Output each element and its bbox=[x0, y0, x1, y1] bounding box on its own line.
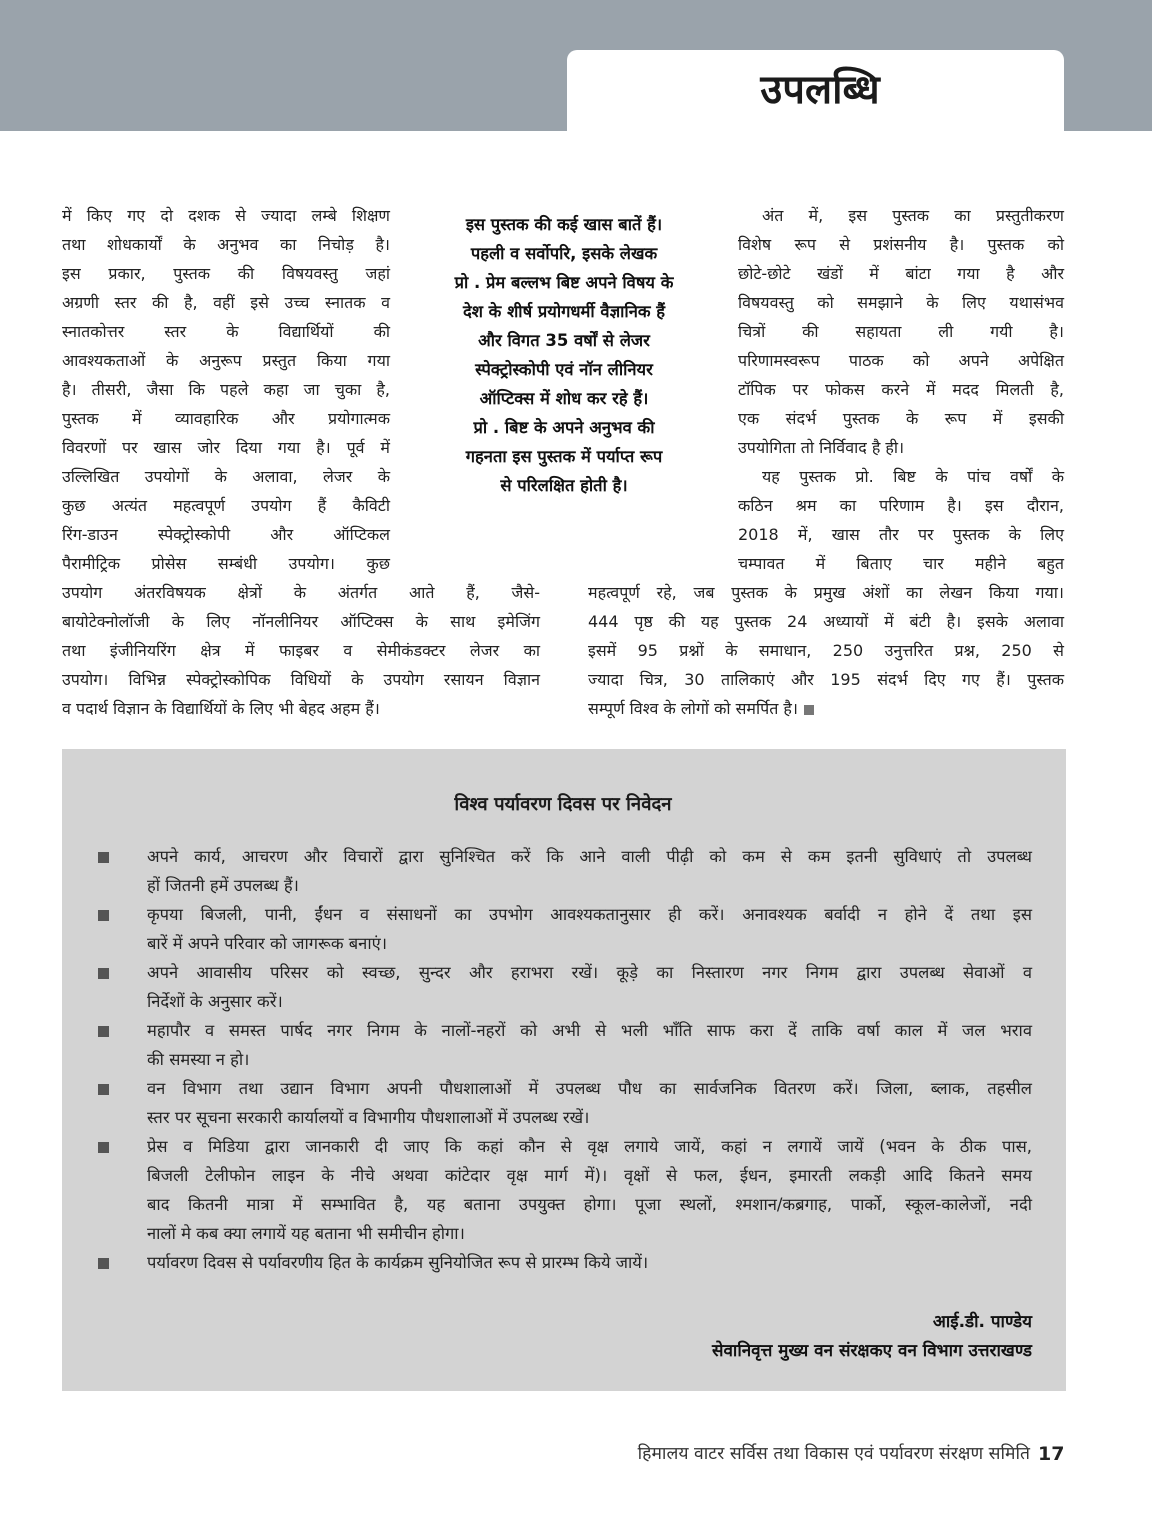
text-line: एक संदर्भ पुस्तक के रूप में इसकी bbox=[738, 409, 1064, 428]
bullet-square-icon bbox=[98, 852, 109, 863]
list-item-line: वन विभाग तथा उद्यान विभाग अपनी पौधशालाओं में उपलब्ध पौध का सार्वजनिक वितरण करें। जिला, ब्लाक, तहसील bbox=[147, 1079, 1032, 1098]
bullet-square-icon bbox=[98, 1026, 109, 1037]
pull-quote-line: प्रो . प्रेम बल्लभ बिष्ट अपने विषय के bbox=[454, 273, 674, 292]
text-line: इसमें 95 प्रश्नों के समाधान, 250 उनुत्तरित प्रश्न, 250 से bbox=[588, 641, 1064, 660]
bullet-square-icon bbox=[98, 910, 109, 921]
text-line: उल्लिखित उपयोगों के अलावा, लेजर के bbox=[62, 467, 390, 486]
text-line: रिंग-डाउन स्पेक्ट्रोस्कोपी और ऑप्टिकल bbox=[62, 525, 390, 544]
list-item-line: अपने आवासीय परिसर को स्वच्छ, सुन्दर और हराभरा रखें। कूड़े का निस्तारण नगर निगम द्वारा उपलब्ध सेवाओं व bbox=[147, 963, 1032, 982]
text-line: यह पुस्तक प्रो. बिष्ट के पांच वर्षों के bbox=[762, 467, 1064, 486]
text-line: तथा शोधकार्यों के अनुभव का निचोड़ है। bbox=[62, 235, 390, 254]
text-line: छोटे-छोटे खंडों में बांटा गया है और bbox=[738, 264, 1064, 283]
list-item-line: महापौर व समस्त पार्षद नगर निगम के नालों-नहरों को अभी से भली भाँति साफ करा दें ताकि वर्षा काल में जल भराव bbox=[147, 1021, 1032, 1040]
list-item-line: बाद कितनी मात्रा में सम्भावित है, यह बताना उपयुक्त होगा। पूजा स्थलों, श्मशान/कब्रगाह, पार्को, स्कूल-कालेजों, नदी bbox=[147, 1195, 1032, 1214]
text-line: व पदार्थ विज्ञान के विद्यार्थियों के लिए भी बेहद अहम हैं। bbox=[62, 699, 380, 718]
list-item-line: निर्देशों के अनुसार करें। bbox=[147, 992, 283, 1011]
text-line: चित्रों की सहायता ली गयी है। bbox=[738, 322, 1064, 341]
list-item-line: बिजली टेलीफोन लाइन के नीचे अथवा कांटेदार वृक्ष मार्ग में)। वृक्षों से फल, ईधन, इमारती लकड़ी आदि कितने समय bbox=[147, 1166, 1032, 1185]
text-line: कुछ अत्यंत महत्वपूर्ण उपयोग हैं कैविटी bbox=[62, 496, 390, 515]
list-item-line: अपने कार्य, आचरण और विचारों द्वारा सुनिश्चित करें कि आने वाली पीढ़ी को कम से कम इतनी सुविधाएं तो उपलब्ध bbox=[147, 847, 1032, 866]
pull-quote-line: और विगत 35 वर्षों से लेजर bbox=[478, 331, 650, 350]
text-line: इस प्रकार, पुस्तक की विषयवस्तु जहां bbox=[62, 264, 390, 283]
pull-quote-line: स्पेक्ट्रोस्कोपी एवं नॉन लीनियर bbox=[475, 360, 653, 379]
list-item-line: हों जितनी हमें उपलब्ध हैं। bbox=[147, 876, 299, 895]
text-line: उपयोगिता तो निर्विवाद है ही। bbox=[738, 438, 905, 457]
bullet-square-icon bbox=[98, 1084, 109, 1095]
text-line-content: सम्पूर्ण विश्व के लोगों को समर्पित है। bbox=[588, 699, 798, 718]
text-line: विवरणों पर खास जोर दिया गया है। पूर्व में bbox=[62, 438, 390, 457]
signature-title: सेवानिवृत्त मुख्य वन संरक्षकए वन विभाग उत्तराखण्ड bbox=[711, 1341, 1032, 1361]
text-line: विषयवस्तु को समझाने के लिए यथासंभव bbox=[738, 293, 1064, 312]
pull-quote-line: पहली व सर्वोपरि, इसके लेखक bbox=[470, 244, 658, 263]
pull-quote-line: गहनता इस पुस्तक में पर्याप्त रूप bbox=[465, 447, 663, 466]
text-line: ज्यादा चित्र, 30 तालिकाएं और 195 संदर्भ दिए गए हैं। पुस्तक bbox=[588, 670, 1064, 689]
text-line: महत्वपूर्ण रहे, जब पुस्तक के प्रमुख अंशों का लेखन किया गया। bbox=[588, 583, 1064, 602]
text-line: में किए गए दो दशक से ज्यादा लम्बे शिक्षण bbox=[62, 206, 390, 225]
list-item-line: नालों मे कब क्या लगायें यह बताना भी समीचीन होगा। bbox=[147, 1224, 465, 1243]
list-item-line: पर्यावरण दिवस से पर्यावरणीय हित के कार्यक्रम सुनियोजित रूप से प्रारम्भ किये जायें। bbox=[147, 1253, 649, 1272]
text-line: विशेष रूप से प्रशंसनीय है। पुस्तक को bbox=[738, 235, 1064, 254]
footer-organization: हिमालय वाटर सर्विस तथा विकास एवं पर्यावरण संरक्षण समिति bbox=[637, 1444, 1030, 1464]
list-item-line: बारें में अपने परिवार को जागरूक बनाएं। bbox=[147, 934, 387, 953]
bullet-square-icon bbox=[98, 968, 109, 979]
text-line: उपयोग। विभिन्न स्पेक्ट्रोस्कोपिक विधियों के उपयोग रसायन विज्ञान bbox=[62, 670, 540, 689]
end-mark-icon bbox=[804, 705, 814, 715]
text-line: पुस्तक में व्यावहारिक और प्रयोगात्मक bbox=[62, 409, 390, 428]
text-line: बायोटेक्नोलॉजी के लिए नॉनलीनियर ऑप्टिक्स के साथ इमेजिंग bbox=[62, 612, 540, 631]
text-line: आवश्यकताओं के अनुरूप प्रस्तुत किया गया bbox=[62, 351, 390, 370]
bullet-square-icon bbox=[98, 1258, 109, 1269]
text-line bbox=[588, 694, 1064, 723]
bullet-square-icon bbox=[98, 1142, 109, 1153]
list-item-line: कृपया बिजली, पानी, ईंधन व संसाधनों का उपभोग आवश्यकतानुसार ही करें। अनावश्यक बर्वादी न होने दें तथा इस bbox=[147, 905, 1032, 924]
text-line: अंत में, इस पुस्तक का प्रस्तुतीकरण bbox=[762, 206, 1064, 225]
pull-quote-line: प्रो . बिष्ट के अपने अनुभव की bbox=[473, 418, 655, 437]
pull-quote-line: से परिलक्षित होती है। bbox=[500, 476, 628, 495]
signature-name: आई.डी. पाण्डेय bbox=[932, 1312, 1032, 1332]
text-line: पैरामीट्रिक प्रोसेस सम्बंधी उपयोग। कुछ bbox=[62, 554, 390, 573]
pull-quote-line: इस पुस्तक की कई खास बातें हैं। bbox=[465, 215, 663, 234]
text-line: उपयोग अंतरविषयक क्षेत्रों के अंतर्गत आते हैं, जैसे- bbox=[62, 583, 540, 602]
text-line: तथा इंजीनियरिंग क्षेत्र में फाइबर व सेमीकंडक्टर लेजर का bbox=[62, 641, 540, 660]
text-line: परिणामस्वरूप पाठक को अपने अपेक्षित bbox=[738, 351, 1064, 370]
panel-title: विश्व पर्यावरण दिवस पर निवेदन bbox=[454, 794, 672, 815]
text-line: कठिन श्रम का परिणाम है। इस दौरान, bbox=[738, 496, 1064, 515]
text-line: चम्पावत में बिताए चार महीने बहुत bbox=[738, 554, 1064, 573]
list-item-line: प्रेस व मिडिया द्वारा जानकारी दी जाए कि कहां कौन से वृक्ष लगाये जायें, कहां न लगायें जायें (भवन के ठीक पास, bbox=[147, 1137, 1032, 1156]
page-number: 17 bbox=[1038, 1443, 1065, 1465]
text-line: 2018 में, खास तौर पर पुस्तक के लिए bbox=[738, 525, 1064, 544]
text-line: है। तीसरी, जैसा कि पहले कहा जा चुका है, bbox=[62, 380, 390, 399]
text-line: टॉपिक पर फोकस करने में मदद मिलती है, bbox=[738, 380, 1064, 399]
text-line: 444 पृष्ठ की यह पुस्तक 24 अध्यायों में बंटी है। इसके अलावा bbox=[588, 612, 1064, 631]
section-title: उपलब्धि bbox=[760, 67, 880, 113]
text-line: अग्रणी स्तर की है, वहीं इसे उच्च स्नातक व bbox=[62, 293, 390, 312]
pull-quote-line: देश के शीर्ष प्रयोगधर्मी वैज्ञानिक हैं bbox=[462, 302, 666, 321]
list-item-line: की समस्या न हो। bbox=[147, 1050, 250, 1069]
pull-quote-line: ऑप्टिक्स में शोध कर रहे हैं। bbox=[479, 389, 649, 408]
list-item-line: स्तर पर सूचना सरकारी कार्यालयों व विभागीय पौधशालाओं में उपलब्ध रखें। bbox=[147, 1108, 590, 1127]
text-line: स्नातकोत्तर स्तर के विद्यार्थियों की bbox=[62, 322, 390, 341]
